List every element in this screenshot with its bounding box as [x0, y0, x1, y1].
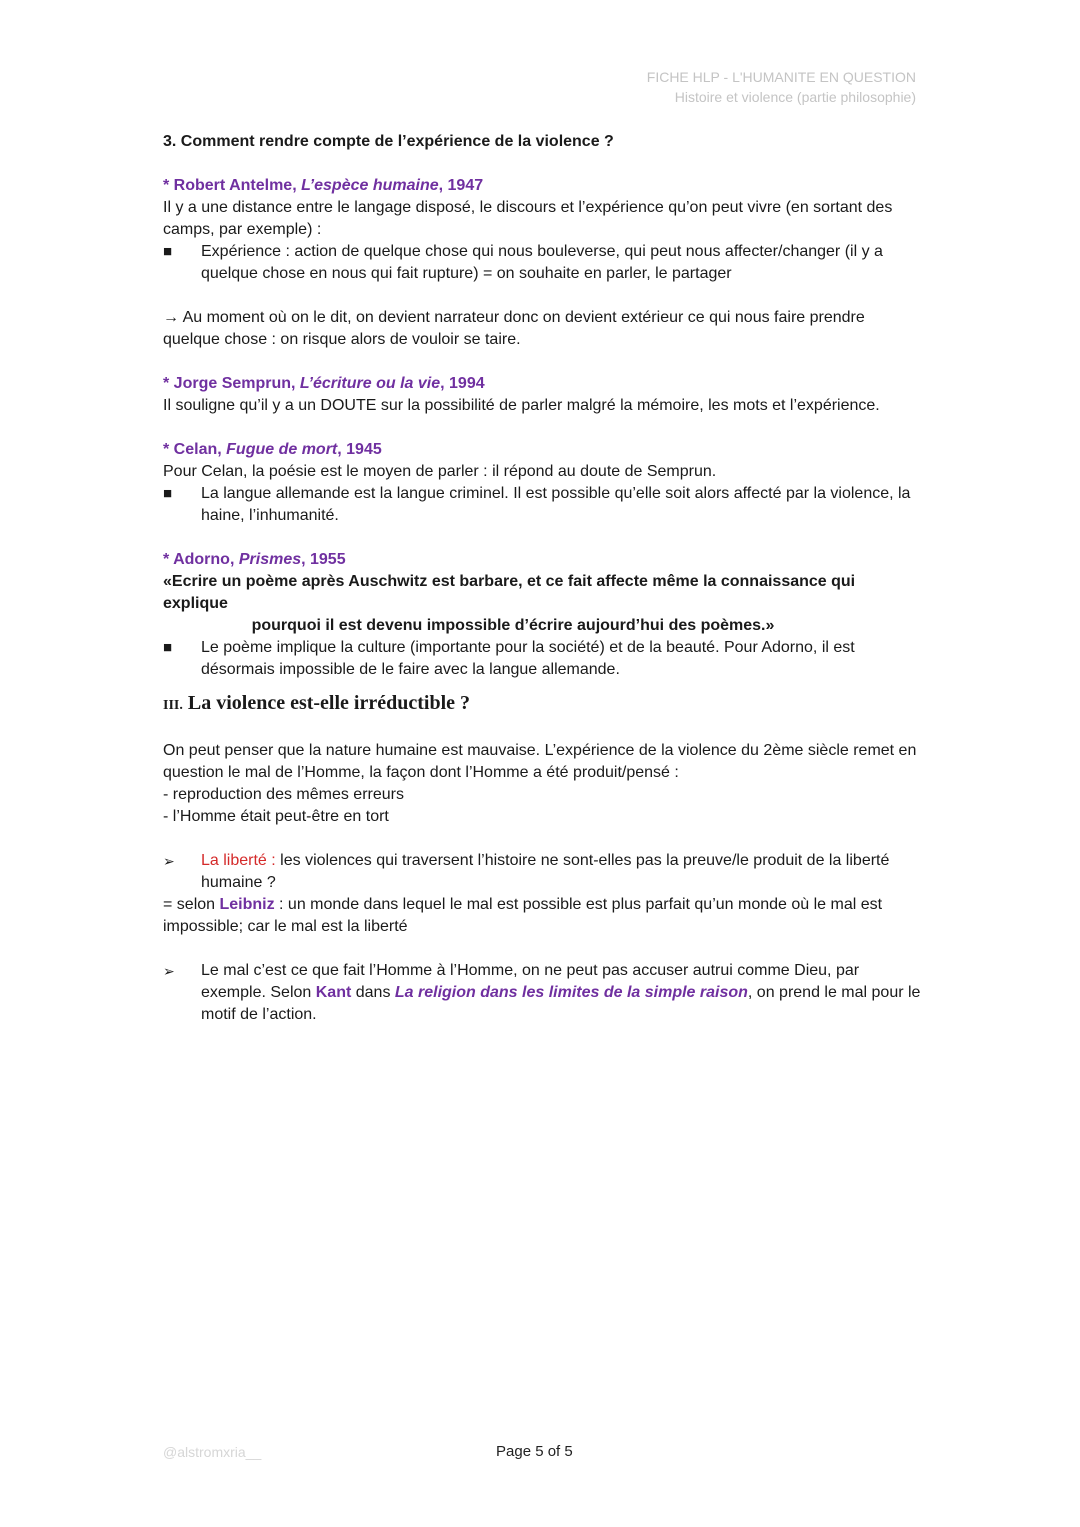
square-bullet-icon: ■ — [163, 243, 173, 260]
celan-bullet: ■ La langue allemande est la langue criminel. Il est possible qu’elle soit alors affecté par la violence, la haine, l’inhumanité. — [163, 483, 923, 527]
antelme-arrow-note: → Au moment où on le dit, on devient narrateur donc on devient extérieur ce qui nous faire prendre quelque chose : on risque alors de vouloir se taire. — [163, 309, 865, 348]
section-3-title: 3. Comment rendre compte de l’expérience de la violence ? — [163, 133, 614, 150]
page-content — [163, 131, 923, 1026]
dash-item-2: - l’Homme était peut-être en tort — [163, 808, 389, 825]
semprun-body: Il souligne qu’il y a un DOUTE sur la possibilité de parler malgré la mémoire, les mots et l’expérience. — [163, 397, 880, 414]
header-title: FICHE HLP - L'HUMANITE EN QUESTION — [646, 69, 916, 85]
antelme-bullet: ■ Expérience : action de quelque chose qui nous bouleverse, qui peut nous affecter/changer (il y a quelque chose en nous qui fait rupture) = on souhaite en parler, le partager — [163, 241, 923, 285]
header-subtitle: Histoire et violence (partie philosophie) — [674, 89, 916, 105]
ref-semprun: * Jorge Semprun, L’écriture ou la vie, 1994 — [163, 375, 485, 392]
celan-body: Pour Celan, la poésie est le moyen de parler : il répond au doute de Semprun. — [163, 463, 717, 480]
liberte-bullet: ➢ La liberté : les violences qui traversent l’histoire ne sont-elles pas la preuve/le produit de la liberté humaine ? — [163, 850, 923, 894]
adorno-bullet: ■ Le poème implique la culture (importante pour la société) et de la beauté. Pour Adorno, il est désormais impossible de le faire avec la langue allemande. — [163, 637, 923, 681]
ref-adorno: * Adorno, Prismes, 1955 — [163, 551, 346, 568]
arrow-bullet-icon: ➢ — [163, 963, 175, 979]
arrow-bullet-icon: ➢ — [163, 853, 175, 869]
square-bullet-icon: ■ — [163, 639, 173, 656]
ref-antelme: * Robert Antelme, L’espèce humaine, 1947 — [163, 177, 484, 194]
dash-item-1: - reproduction des mêmes erreurs — [163, 786, 404, 803]
square-bullet-icon: ■ — [163, 485, 173, 502]
adorno-quote: «Ecrire un poème après Auschwitz est barbare, et ce fait affecte même la connaissance qui explique pourquoi il est devenu impossible d’écrire aujourd’hui des poèmes.» — [163, 573, 856, 634]
page-number: Page 5 of 5 — [496, 1443, 573, 1460]
ref-celan: * Celan, Fugue de mort, 1945 — [163, 441, 382, 458]
kant-bullet: ➢ Le mal c’est ce que fait l’Homme à l’Homme, on ne peut pas accuser autrui comme Dieu, par exemple. Selon Kant dans La religion dans les limites de la simple raison, on prend le mal pour le motif de l’action. — [163, 960, 923, 1026]
author-handle: @alstromxria__ — [163, 1444, 262, 1460]
antelme-body: Il y a une distance entre le langage disposé, le discours et l’expérience qu’on peut vivre (en sortant des camps, par exemple) : — [163, 199, 893, 238]
section-III-title: III. La violence est-elle irréductible ? — [163, 692, 470, 714]
page-header — [647, 67, 916, 107]
leibniz-note: = selon Leibniz : un monde dans lequel le mal est possible est plus parfait qu’un monde où le mal est impossible; car le mal est la liberté — [163, 896, 883, 935]
section-III-intro: On peut penser que la nature humaine est mauvaise. L’expérience de la violence du 2ème siècle remet en question le mal de l’Homme, la façon dont l’Homme a été produit/pensé : — [163, 742, 917, 781]
